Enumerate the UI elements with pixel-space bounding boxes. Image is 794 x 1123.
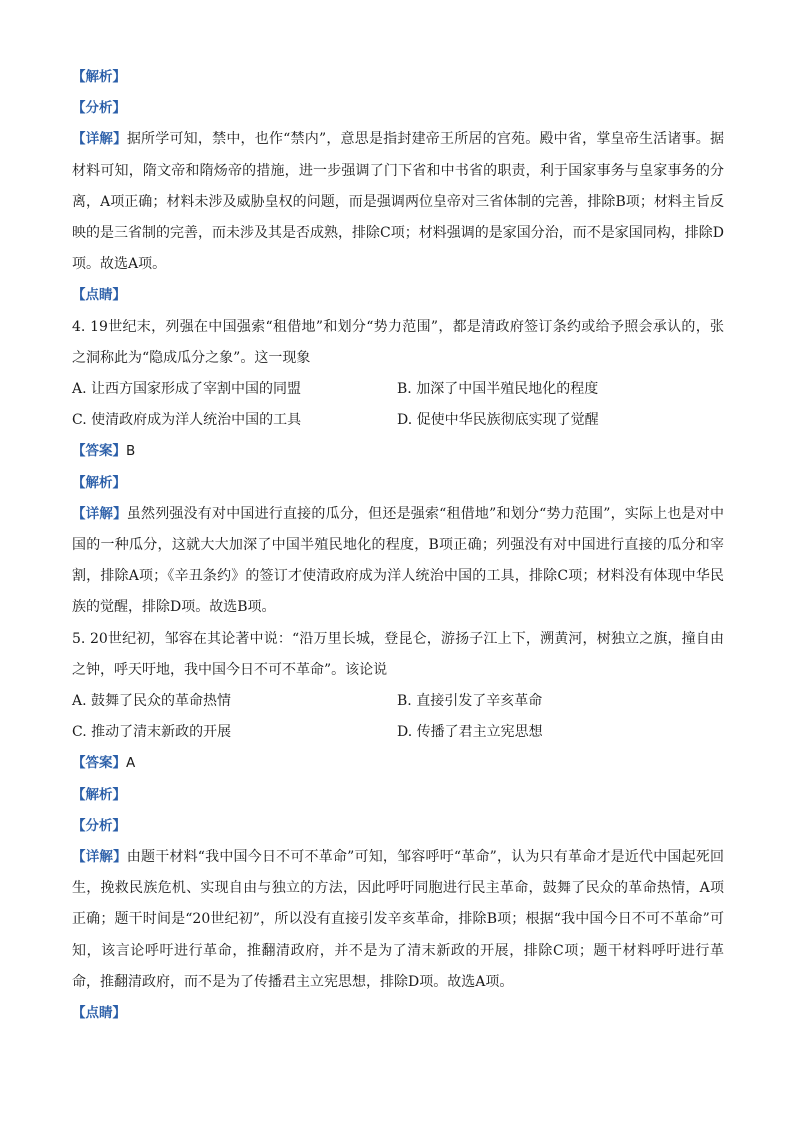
q5-option-c: C. 推动了清末新政的开展 — [72, 724, 232, 741]
section-label: 【点睛】 — [72, 1004, 126, 1021]
q5-option-d: D. 传播了君主立宪思想 — [397, 724, 543, 741]
q4-option-a: A. 让西方国家形成了宰割中国的同盟 — [72, 380, 302, 397]
section-label: 【分析】 — [72, 100, 126, 117]
section-label: 【详解】 — [72, 131, 127, 148]
q5-stem: 5. 20世纪初，邹容在其论著中说：“沿万里长城，登昆仑，游扬子江上下，溯黄河，树独立之旗，撞自由之钟，呼天吁地，我中国今日不可不革命”。该论说 — [72, 630, 724, 678]
section-label: 【答案】 — [72, 443, 126, 460]
q4-jiexi-heading — [72, 468, 724, 499]
q4-option-d: D. 促使中华民族彻底实现了觉醒 — [397, 412, 599, 429]
q4-xiangjie-text: 虽然列强没有对中国进行直接的瓜分，但还是强索“租借地”和划分“势力范围”，实际上也是对中国的一种瓜分，这就大大加深了中国半殖民地化的程度，B项正确；列强没有对中国进行直接的瓜分和宰割，排除A项；《辛丑条约》的签订才使清政府成为洋人统治中国的工具，排除C项；材料没有体现中华民族的觉醒，排除D项。故选B项。 — [72, 505, 724, 616]
section-label: 【解析】 — [72, 69, 126, 85]
q5-xiangjie-text: 由题干材料“我中国今日不可不革命”可知，邹容呼吁“革命”，认为只有革命才是近代中国起死回生，挽救民族危机、实现自由与独立的方法，因此呼吁同胞进行民主革命，鼓舞了民众的革命热情，A项正确；题干时间是“20世纪初”，所以没有直接引发辛亥革命，排除B项；根据“我中国今日不可不革命”可知，该言论呼吁进行革命，推翻清政府，并不是为了清末新政的开展，排除C项；题干材料呼吁进行革命，推翻清政府，而不是为了传播君主立宪思想，排除D项。故选A项。 — [72, 848, 724, 990]
q4-stem: 4. 19世纪末，列强在中国强索“租借地”和划分“势力范围”，都是清政府签订条约或给予照会承认的，张之洞称此为“隐成瓜分之象”。这一现象 — [72, 318, 724, 366]
q4-option-b: B. 加深了中国半殖民地化的程度 — [397, 380, 599, 397]
q5-fenxi-heading — [72, 811, 724, 842]
q4-answer-value: B — [126, 443, 136, 460]
q5-xiangjie-paragraph — [72, 842, 724, 998]
section-label: 【详解】 — [72, 505, 127, 522]
section-label: 【答案】 — [72, 755, 126, 772]
q3-xiangjie-text: 据所学可知，禁中，也作“禁内”，意思是指封建帝王所居的宫苑。殿中省，掌皇帝生活诸事。据材料可知，隋文帝和隋炀帝的措施，进一步强调了门下省和中书省的职责，利于国家事务与皇家事务的分离，A项正确；材料未涉及威胁皇权的问题，而是强调两位皇帝对三省体制的完善，排除B项；材料主旨反映的是三省制的完善，而未涉及其是否成熟，排除C项；材料强调的是家国分治，而不是家国同构，排除D项。故选A项。 — [72, 131, 725, 273]
q5-jiexi-heading — [72, 780, 724, 811]
section-label: 【分析】 — [72, 817, 126, 834]
q5-dianjing-heading — [72, 998, 724, 1029]
q4-options-row-2 — [72, 405, 724, 436]
q3-dianjing-heading — [72, 280, 724, 311]
q3-jiexi-heading — [72, 62, 724, 93]
q5-answer-value: A — [126, 755, 136, 772]
section-label: 【解析】 — [72, 786, 126, 803]
document-page — [72, 62, 724, 1029]
section-label: 【详解】 — [72, 848, 127, 865]
q4-answer — [72, 436, 724, 467]
q4-xiangjie-paragraph — [72, 499, 724, 624]
q5-option-b: B. 直接引发了辛亥革命 — [397, 692, 543, 709]
q4-option-c: C. 使清政府成为洋人统治中国的工具 — [72, 412, 302, 429]
q4-options-row-1 — [72, 374, 724, 405]
q5-options-row-2 — [72, 717, 724, 748]
q5-options-row-1 — [72, 686, 724, 717]
section-label: 【解析】 — [72, 474, 126, 491]
q3-fenxi-heading — [72, 93, 724, 124]
q5-option-a: A. 鼓舞了民众的革命热情 — [72, 692, 232, 709]
section-label: 【点睛】 — [72, 287, 126, 304]
q5-answer — [72, 748, 724, 779]
q3-xiangjie-paragraph — [72, 124, 724, 280]
